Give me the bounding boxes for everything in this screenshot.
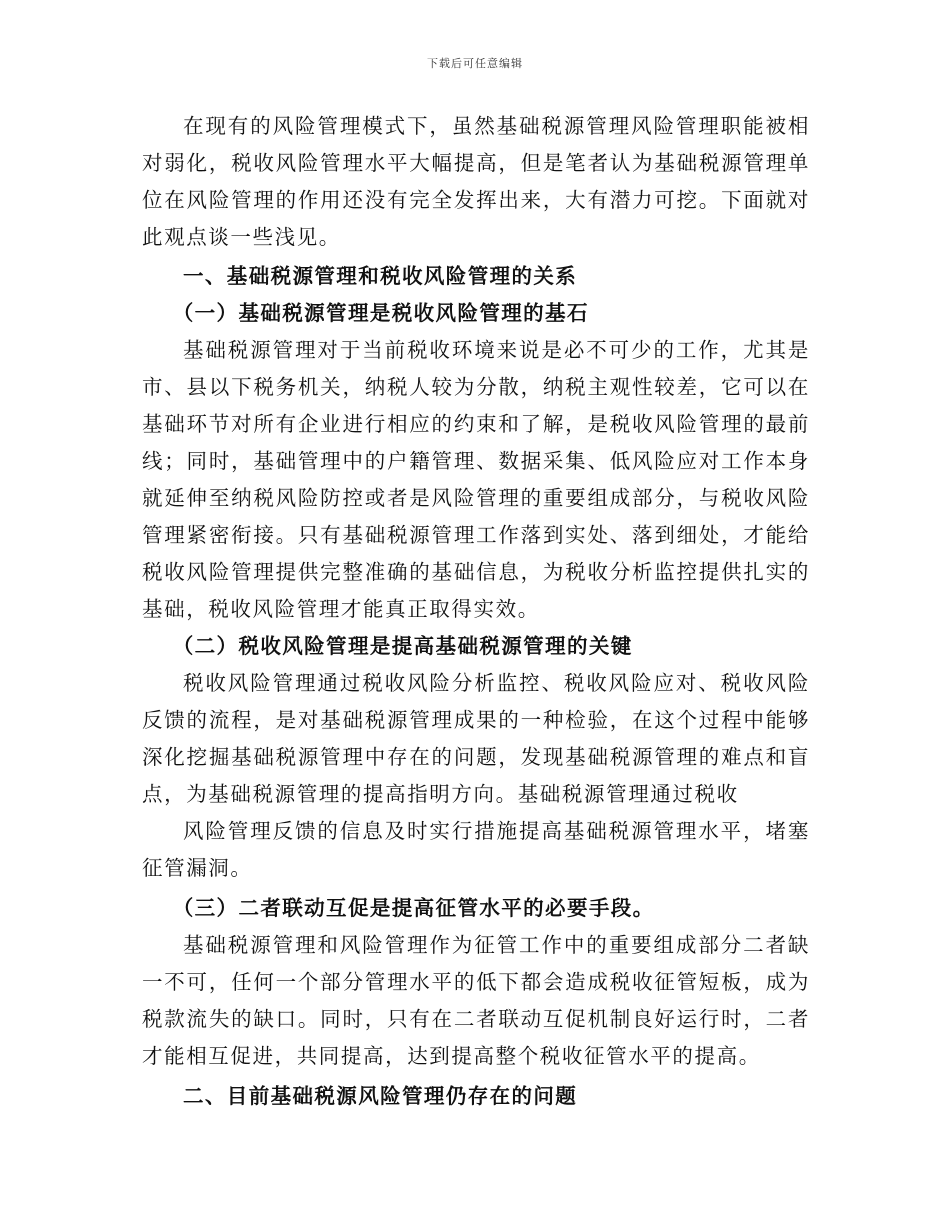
paragraph-1-1: 基础税源管理对于当前税收环境来说是必不可少的工作，尤其是市、县以下税务机关，纳税人较为分散，纳税主观性较差，它可以在基础环节对所有企业进行相应的约束和了解，是税收风险管理的最前线；同时，基础管理中的户籍管理、数据采集、低风险应对工作本身就延伸至纳税风险防控或者是风险管理的重要组成部分，与税收风险管理紧密衔接。只有基础税源管理工作落到实处、落到细处，才能给税收风险管理提供完整准确的基础信息，为税收分析监控提供扎实的基础，税收风险管理才能真正取得实效。 [142,338,810,621]
page-header: 下载后可任意编辑 [427,57,523,70]
paragraph-intro: 在现有的风险管理模式下，虽然基础税源管理风险管理职能被相对弱化，税收风险管理水平大幅提高，但是笔者认为基础税源管理单位在风险管理的作用还没有完全发挥出来，大有潜力可挖。下面就对此观点谈一些浅见。 [142,114,810,249]
document-body [142,108,810,1115]
paragraph-1-2b: 风险管理反馈的信息及时实行措施提高基础税源管理水平，堵塞征管漏洞。 [142,819,810,880]
paragraph-1-3: 基础税源管理和风险管理作为征管工作中的重要组成部分二者缺一不可，任何一个部分管理水平的低下都会造成税收征管短板，成为税款流失的缺口。同时，只有在二者联动互促机制良好运行时，二者才能相互促进，共同提高，达到提高整个税收征管水平的提高。 [142,933,810,1068]
subsection-heading-1-2: （二）税收风险管理是提高基础税源管理的关键 [172,634,633,658]
section-heading-1: 一、基础税源管理和税收风险管理的关系 [183,264,578,288]
subsection-heading-1-3: （三）二者联动互促是提高征管水平的必要手段。 [172,896,655,920]
section-heading-2: 二、目前基础税源风险管理仍存在的问题 [183,1084,578,1108]
paragraph-1-2a: 税收风险管理通过税收风险分析监控、税收风险应对、税收风险反馈的流程，是对基础税源管理成果的一种检验，在这个过程中能够深化挖掘基础税源管理中存在的问题，发现基础税源管理的难点和盲点，为基础税源管理的提高指明方向。基础税源管理通过税收 [142,671,810,806]
subsection-heading-1-1: （一）基础税源管理是税收风险管理的基石 [172,301,589,325]
